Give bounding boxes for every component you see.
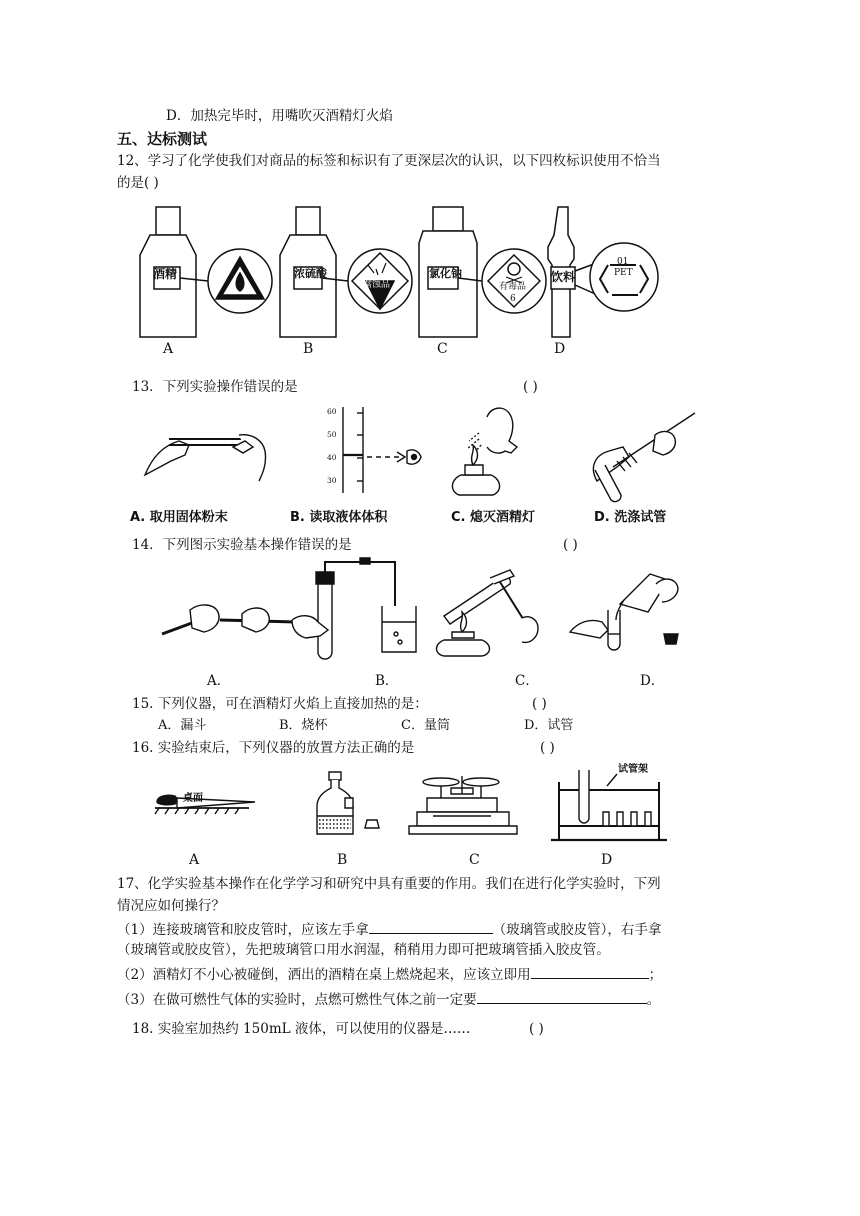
bottle-a-label: 酒精 xyxy=(153,267,178,281)
q16-letter-d: D xyxy=(601,852,613,868)
q14-letter-d: D． xyxy=(640,673,665,689)
q12-text-line1: 12、学习了化学使我们对商品的标签和标识有了更深层次的认识，以下四枚标识使用不恰当 xyxy=(117,153,661,169)
q13-text: 13．下列实验操作错误的是 xyxy=(132,379,298,395)
q16-d-drawing xyxy=(551,770,667,840)
q14-b-drawing xyxy=(292,558,416,659)
q13-a-drawing xyxy=(145,435,266,481)
bottle-b-sign: 腐蚀品 xyxy=(363,280,391,290)
q14-letter-a: A． xyxy=(207,673,231,689)
bottle-c-sign: 有毒品 xyxy=(499,282,527,292)
q16-letter-b: B xyxy=(337,852,348,868)
q16-answer-paren: ( ) xyxy=(540,740,555,756)
q15-option-d: D．试管 xyxy=(524,718,574,733)
q16-letter-a: A xyxy=(189,852,200,868)
bottle-d-code: 01 xyxy=(617,257,629,267)
q15-option-a: A．漏斗 xyxy=(158,718,207,733)
bottle-b-num: 8 xyxy=(376,296,382,306)
q13-caption-a: A. 取用固体粉末 xyxy=(130,510,228,525)
q13-figure xyxy=(135,405,715,505)
q17-item2 xyxy=(117,965,662,983)
q16-figure xyxy=(155,766,675,846)
q15-option-b: B．烧杯 xyxy=(279,718,328,733)
q12-label-figure xyxy=(140,205,730,365)
q14-letter-c: C． xyxy=(515,673,539,689)
q13-b-drawing xyxy=(343,407,421,493)
q14-answer-paren: ( ) xyxy=(563,537,578,553)
scale-30: 30 xyxy=(327,476,337,485)
q17-item2-end: ； xyxy=(648,967,663,983)
q12-text-line2: 的是( ) xyxy=(117,175,159,191)
q14-c-drawing xyxy=(437,570,539,656)
q15-text: 15. 下列仪器，可在酒精灯火焰上直接加热的是： xyxy=(132,696,428,712)
q16-letter-c: C xyxy=(469,852,480,868)
q14-text: 14．下列图示实验基本操作错误的是 xyxy=(132,537,352,553)
scale-60: 60 xyxy=(327,407,337,416)
q13-c-drawing xyxy=(452,408,517,495)
scale-40: 40 xyxy=(327,453,337,462)
q15-answer-paren: ( ) xyxy=(532,696,547,712)
q15-option-c: C．量筒 xyxy=(401,718,450,733)
q17-text-line1: 17、化学实验基本操作在化学学习和研究中具有重要的作用。我们在进行化学实验时，下列 xyxy=(117,876,661,892)
q12-letter-c: C xyxy=(437,341,448,357)
q12-letter-d: D xyxy=(554,341,566,357)
q16-rack-label: 试管架 xyxy=(618,764,648,775)
q17-blank-3[interactable] xyxy=(477,990,647,1004)
q17-item3-text: （3）在做可燃性气体的实验时，点燃可燃性气体之前一定要 xyxy=(117,992,477,1008)
q13-d-drawing xyxy=(593,413,695,502)
q16-text: 16. 实验结束后，下列仪器的放置方法正确的是 xyxy=(132,740,415,756)
bottle-c-num: 6 xyxy=(510,294,516,304)
q16-c-drawing xyxy=(409,776,517,834)
q13-caption-c: C. 熄灭酒精灯 xyxy=(451,510,536,525)
bottle-c-label: 氯化钠 xyxy=(429,267,462,280)
q14-a-drawing xyxy=(162,605,296,634)
q17-blank-1[interactable] xyxy=(369,920,493,934)
q14-figure xyxy=(160,560,680,660)
q14-letter-b: B． xyxy=(375,673,399,689)
q14-d-drawing xyxy=(570,574,678,650)
bottle-b-label: 浓硫酸 xyxy=(294,267,327,280)
q18-text: 18. 实验室加热约 150mL 液体，可以使用的仪器是…… xyxy=(132,1021,471,1037)
q17-item2-text: （2）酒精灯不小心被碰倒，洒出的酒精在桌上燃烧起来，应该立即用 xyxy=(117,967,531,983)
section-heading: 五、达标测试 xyxy=(117,130,208,148)
q13-caption-d: D. 洗涤试管 xyxy=(594,510,667,525)
bottle-d-label: 饮料 xyxy=(551,270,576,284)
q16-b-drawing xyxy=(317,772,379,834)
bottle-d-pet: PET xyxy=(614,268,633,278)
q16-desk-label: 桌面 xyxy=(183,793,203,804)
q17-item3-end: 。 xyxy=(646,992,661,1008)
q16-a-drawing xyxy=(155,795,255,814)
q13-answer-paren: ( ) xyxy=(523,379,538,395)
q18-answer-paren: ( ) xyxy=(529,1021,544,1037)
q17-item1-prefix: （1）连接玻璃管和胶皮管时，应该左手拿 xyxy=(117,922,369,938)
q17-item1-suffix: （玻璃管或胶皮管），右手拿 xyxy=(492,922,662,938)
scale-50: 50 xyxy=(327,430,337,439)
q17-item3 xyxy=(117,990,660,1008)
q17-item1 xyxy=(117,920,661,938)
q12-letter-b: B xyxy=(303,341,314,357)
q13-caption-b: B. 读取液体体积 xyxy=(290,510,388,525)
option-d-previous: D．加热完毕时，用嘴吹灭酒精灯火焰 xyxy=(166,108,393,124)
q17-blank-2[interactable] xyxy=(531,965,649,979)
q17-text-line2: 情况应如何操行？ xyxy=(117,898,225,914)
q17-item1-cont: （玻璃管或胶皮管），先把玻璃管口用水润湿，稍稍用力即可把玻璃管插入胶皮管。 xyxy=(117,942,610,958)
q12-letter-a: A xyxy=(163,341,174,357)
